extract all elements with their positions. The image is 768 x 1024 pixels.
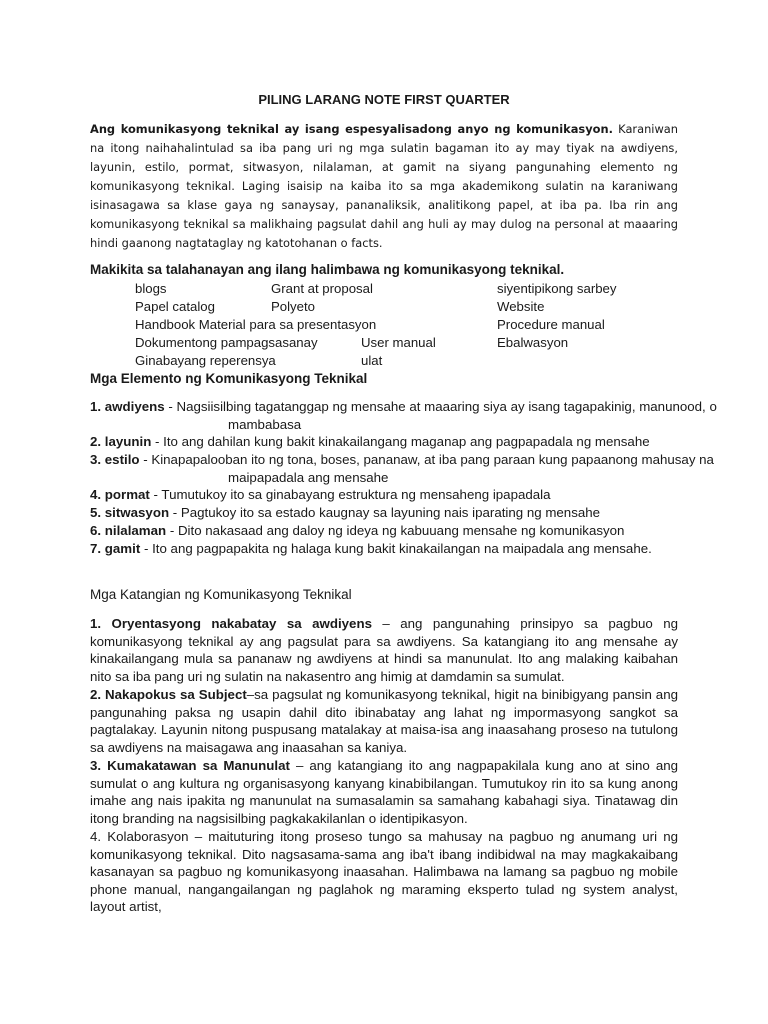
element-desc-cont: mambabasa xyxy=(228,417,302,432)
element-item xyxy=(90,523,624,538)
element-item xyxy=(90,434,650,449)
example-item: Papel catalog xyxy=(135,299,215,314)
element-desc: - Ito ang pagpapakita ng halaga kung bakit kinakailangan na maipadala ang mensahe. xyxy=(140,541,652,556)
element-item xyxy=(90,452,714,485)
element-item xyxy=(90,487,551,502)
element-item xyxy=(90,541,652,556)
example-item: Ginabayang reperensya xyxy=(135,353,276,368)
intro-lead: Ang komunikasyong teknikal ay isang espesyalisadong anyo ng komunikasyon. xyxy=(90,122,613,136)
example-item: User manual xyxy=(361,335,436,350)
page-title: PILING LARANG NOTE FIRST QUARTER xyxy=(258,92,510,107)
example-item: Polyeto xyxy=(271,299,315,314)
element-desc: - Nagsiisilbing tagatanggap ng mensahe at maaaring siya ay isang tagapakinig, manunood, o xyxy=(164,399,717,414)
katangian-term: 2. Nakapokus sa Subject xyxy=(90,687,247,702)
example-item: Grant at proposal xyxy=(271,281,373,296)
katangian-item xyxy=(90,757,678,827)
example-item: siyentipikong sarbey xyxy=(497,281,617,296)
element-desc: - Kinapapalooban ito ng tona, boses, pananaw, at iba pang paraan kung papaanong mahusay na xyxy=(139,452,714,467)
katangian-text: – ang katangiang ito ang nagpapakilala kung ano at sino ang sumulat o ang kultura ng organisasyong kanyang kinabibilangan. Tumutukoy rin ito sa kung anong imahe ang nais ipakita ng manunulat na sumasalamin sa samahang kabahagi siya. Tinatawag din itong branding na nagsisilbing pagkakakilanlan o identipikasyon. xyxy=(90,758,678,826)
element-term: 3. estilo xyxy=(90,452,140,467)
elements-heading: Mga Elemento ng Komunikasyong Teknikal xyxy=(90,371,368,386)
element-term: 7. gamit xyxy=(90,541,141,556)
example-item: Ebalwasyon xyxy=(497,335,569,350)
katangian-item xyxy=(90,686,678,756)
example-item: Procedure manual xyxy=(497,317,605,332)
element-desc: - Pagtukoy ito sa estado kaugnay sa layuning nais iparating ng mensahe xyxy=(169,505,601,520)
katangian-item xyxy=(90,615,678,685)
element-term: 6. nilalaman xyxy=(90,523,167,538)
element-item xyxy=(90,399,717,432)
katangian-text: – ang pangunahing prinsipyo sa pagbuo ng komunikasyong teknikal ay ang pagsulat para sa awdiyens. Sa katangiang ito ang mensahe ay kinakailangang mula sa pananaw ng awdiyens at hindi sa manunulat. Ito ang malaking kaibahan nito sa iba pang uri ng sulatin na nakasentro ang himig at damdamin sa sumulat. xyxy=(90,616,678,684)
katangian-heading: Mga Katangian ng Komunikasyong Teknikal xyxy=(90,587,352,602)
element-desc: - Tumutukoy ito sa ginabayang estruktura ng mensaheng ipapadala xyxy=(149,487,551,502)
example-item: blogs xyxy=(135,281,167,296)
example-item: ulat xyxy=(361,353,383,368)
intro-body: Karaniwan na itong naihahalintulad sa iba pang uri ng mga sulatin bagaman ito ay may tiyak na awdiyens, layunin, estilo, pormat, sitwasyon, nilalaman, at gamit na siyang pangunahing elemento ng komunikasyong teknikal. Laging isaisip na kaiba ito sa mga akademikong sulatin na karaniwang isinasagawa sa klase gaya ng sanaysay, pananaliksik, analitikong papel, at iba pa. Iba rin ang komunikasyong teknikal sa malikhaing pagsulat dahil ang huli ay may dulog na personal at maaaring hindi gaanong nagtataglay ng katotohanan o facts. xyxy=(90,122,678,250)
intro-paragraph xyxy=(90,120,678,253)
element-desc-cont: maipapadala ang mensahe xyxy=(228,470,389,485)
element-desc: - Dito nakasaad ang daloy ng ideya ng kabuuang mensahe ng komunikasyon xyxy=(166,523,625,538)
katangian-item xyxy=(90,828,678,916)
element-term: 2. layunin xyxy=(90,434,152,449)
katangian-text: 4. Kolaborasyon – maituturing itong proseso tungo sa mahusay na pagbuo ng anumang uri ng komunikasyong teknikal. Dito nagsasama-sama ang iba't ibang indibidwal na may magkakaibang kasanayan sa pagbuo ng komunikasyong inaasahan. Halimbawa na lamang sa pagbuo ng mobile phone manual, nangangailangan ng paglahok ng maraming eksperto tulad ng system analyst, layout artist, xyxy=(90,829,678,915)
katangian-term: 1. Oryentasyong nakabatay sa awdiyens xyxy=(90,616,372,631)
katangian-term: 3. Kumakatawan sa Manunulat xyxy=(90,758,290,773)
example-item: Handbook Material para sa presentasyon xyxy=(135,317,377,332)
examples-heading: Makikita sa talahanayan ang ilang halimbawa ng komunikasyong teknikal. xyxy=(90,262,565,277)
example-item: Website xyxy=(497,299,545,314)
katangian-text: –sa pagsulat ng komunikasyong teknikal, higit na binibigyang pansin ang pangunahing paksa ng usapin dahil dito ibinabatay ang lahat ng impormasyong sangkot sa pagtalakay. Layunin nitong puspusang matalakay at maisa-isa ang inaasahang proseso na tutulong sa awdiyens na maisagawa ang inaasahan sa kaniya. xyxy=(90,687,678,755)
element-desc: - Ito ang dahilan kung bakit kinakailangang maganap ang pagpapadala ng mensahe xyxy=(151,434,650,449)
element-item xyxy=(90,505,600,520)
element-term: 4. pormat xyxy=(90,487,150,502)
element-term: 1. awdiyens xyxy=(90,399,165,414)
example-item: Dokumentong pampagsasanay xyxy=(135,335,318,350)
element-term: 5. sitwasyon xyxy=(90,505,170,520)
